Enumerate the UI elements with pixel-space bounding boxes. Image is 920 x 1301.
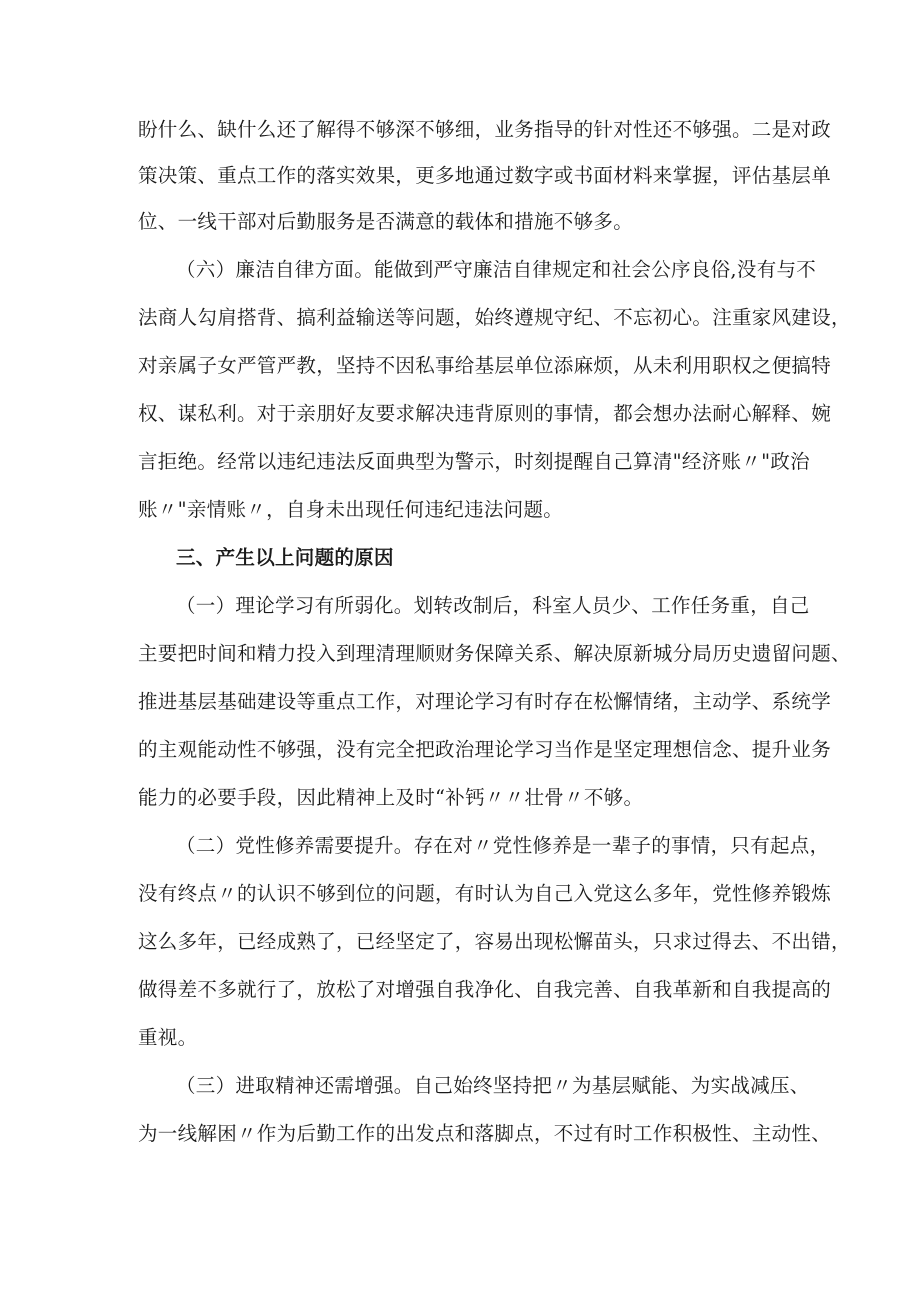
text-line: 言拒绝。经常以违纪违法反面典型为警示，时刻提醒自己算清"经济账〃"政治 bbox=[138, 450, 810, 473]
text-line: 位、一线干部对后勤服务是否满意的载体和措施不够多。 bbox=[138, 210, 634, 233]
text-line: 这么多年，已经成熟了，已经坚定了，容易出现松懈苗头，只求过得去、不出错， bbox=[138, 930, 851, 953]
text-line: 推进基层基础建设等重点工作，对理论学习有时存在松懈情绪，主动学、系统学 bbox=[138, 690, 832, 713]
text-line: 法商人勾肩搭背、搞利益输送等问题，始终遵规守纪、不忘初心。注重家风建设， bbox=[138, 306, 851, 329]
text-line: 做得差不多就行了，放松了对增强自我净化、自我完善、自我革新和自我提高的 bbox=[138, 978, 832, 1001]
text-line: 没有终点〃的认识不够到位的问题，有时认为自己入党这么多年，党性修养锻炼 bbox=[138, 882, 832, 905]
text-line: 主要把时间和精力投入到理清理顺财务保障关系、解决原新城分局历史遗留问题、 bbox=[138, 642, 851, 665]
text-line: （六）廉洁自律方面。能做到严守廉洁自律规定和社会公序良俗,没有与不 bbox=[176, 258, 817, 281]
text-line: （一）理论学习有所弱化。划转改制后，科室人员少、工作任务重，自己 bbox=[176, 594, 810, 617]
text-line: 对亲属子女严管严教，坚持不因私事给基层单位添麻烦，从未利用职权之便搞特 bbox=[138, 354, 832, 377]
text-line: 的主观能动性不够强，没有完全把政治理论学习当作是坚定理想信念、提升业务 bbox=[138, 738, 832, 761]
text-line: 策决策、重点工作的落实效果，更多地通过数字或书面材料来掌握，评估基层单 bbox=[138, 164, 832, 187]
text-line: 盼什么、缺什么还了解得不够深不够细，业务指导的针对性还不够强。二是对政 bbox=[138, 118, 832, 141]
text-line: 权、谋私利。对于亲朋好友要求解决违背原则的事情，都会想办法耐心解释、婉 bbox=[138, 402, 832, 425]
text-line: 为一线解困〃作为后勤工作的出发点和落脚点，不过有时工作积极性、主动性、 bbox=[138, 1122, 832, 1145]
text-line: 重视。 bbox=[138, 1026, 198, 1049]
text-line: 账〃"亲情账〃，自身未出现任何违纪违法问题。 bbox=[138, 498, 564, 521]
text-line: （三）进取精神还需增强。自己始终坚持把〃为基层赋能、为实战减压、 bbox=[176, 1074, 810, 1097]
section-heading: 三、产生以上问题的原因 bbox=[176, 546, 394, 569]
text-line: （二）党性修养需要提升。存在对〃党性修养是一辈子的事情，只有起点， bbox=[176, 834, 830, 857]
text-line: 能力的必要手段，因此精神上及时“补钙〃〃壮骨〃不够。 bbox=[138, 786, 644, 809]
